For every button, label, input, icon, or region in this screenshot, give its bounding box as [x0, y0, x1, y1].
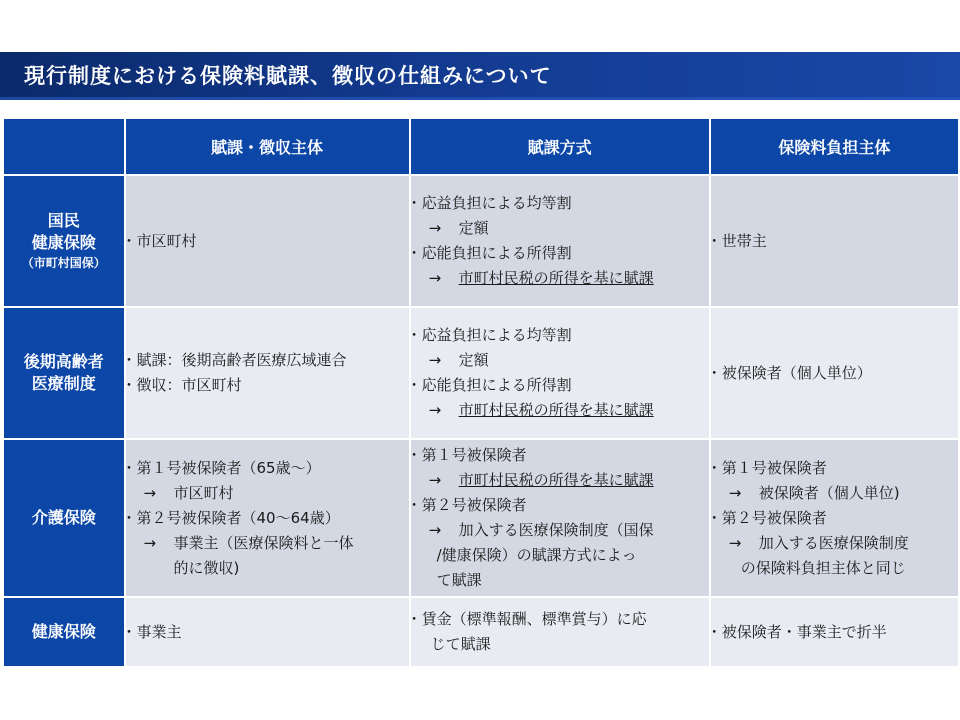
table-row-long-term-care: [3, 439, 959, 597]
arrow-item: [411, 398, 709, 423]
arrow-icon: →: [728, 483, 742, 502]
list-item: ・ 応益負担による均等割: [411, 323, 709, 348]
arrow-item-text: 市町村民税の所得を基に賦課: [458, 269, 654, 287]
payer-cell: [710, 307, 959, 439]
title-accent-line: [0, 97, 960, 100]
arrow-item: [711, 481, 958, 506]
row-header-line: 健康保険: [31, 622, 96, 641]
list-item: ・ 賦課：後期高齢者医療広域連合: [126, 348, 409, 373]
arrow-icon: →: [428, 471, 442, 489]
arrow-item: [411, 348, 709, 373]
list-item: ・ 賃金（標準報酬、標準賞与）に応: [411, 607, 709, 632]
arrow-item-continuation: て賦課: [436, 571, 482, 589]
list-item: ・ 徴収：市区町村: [126, 373, 409, 398]
arrow-item-continuation: /健康保険）の賦課方式によっ: [436, 546, 637, 564]
table-header-row: [3, 118, 959, 175]
payer-cell: [710, 597, 959, 667]
row-header-line: 後期高齢者: [23, 352, 104, 371]
list-item: ・ 第２号被保険者: [411, 493, 709, 518]
page-title: 現行制度における保険料賦課、徴収の仕組みについて: [24, 64, 552, 88]
row-header-line: 介護保険: [31, 508, 96, 527]
arrow-item: [126, 481, 409, 506]
list-item: ・ 第１号被保険者: [411, 443, 709, 468]
arrow-icon: →: [143, 533, 157, 552]
list-item: ・ 第２号被保険者（40～64歳）: [126, 506, 409, 531]
row-header-line: 医療制度: [31, 374, 96, 393]
method-cell: [410, 439, 710, 597]
list-item: ・ 第１号被保険者（65歳～）: [126, 456, 409, 481]
insurance-comparison-table: [2, 117, 960, 668]
list-item-continuation: じて賦課: [430, 635, 491, 653]
row-header-late-elderly: [3, 307, 125, 439]
table-corner-cell: [3, 118, 125, 175]
list-item: ・ 被保険者（個人単位）: [711, 361, 958, 386]
arrow-icon: →: [728, 533, 742, 552]
method-cell: [410, 175, 710, 307]
arrow-icon: →: [428, 351, 442, 369]
method-cell: [410, 307, 710, 439]
arrow-icon: →: [428, 219, 442, 237]
arrow-item: [711, 531, 958, 556]
list-item: ・ 世帯主: [711, 229, 958, 254]
list-item: ・ 応能負担による所得割: [411, 373, 709, 398]
list-item: ・ 応益負担による均等割: [411, 191, 709, 216]
row-header-line: 国民: [47, 211, 80, 230]
arrow-item: [411, 266, 709, 291]
list-item: ・ 事業主: [126, 620, 409, 645]
arrow-item-text: 被保険者（個人単位): [758, 483, 900, 502]
list-item: ・ 被保険者・事業主で折半: [711, 620, 958, 645]
arrow-icon: →: [428, 401, 442, 419]
list-item: ・ 市区町村: [126, 229, 409, 254]
arrow-item: [411, 468, 709, 493]
row-header-long-term-care: [3, 439, 125, 597]
method-cell: [410, 597, 710, 667]
arrow-icon: →: [428, 521, 442, 539]
row-header-note: （市町村国保）: [21, 256, 106, 270]
row-header-national-health: [3, 175, 125, 307]
arrow-item-text: 市町村民税の所得を基に賦課: [458, 471, 654, 489]
collector-cell: [125, 307, 410, 439]
collector-cell: [125, 439, 410, 597]
arrow-icon: →: [428, 269, 442, 287]
column-header-payer: 保険料負担主体: [710, 118, 959, 175]
arrow-item-text: 定額: [458, 351, 489, 369]
row-header-health-insurance: [3, 597, 125, 667]
arrow-item: [126, 531, 409, 556]
arrow-item-text: 事業主（医療保険料と一体: [173, 533, 354, 552]
arrow-item-text: 定額: [458, 219, 489, 237]
table-row-national-health: [3, 175, 959, 307]
column-header-method: 賦課方式: [410, 118, 710, 175]
arrow-item-text: 加入する医療保険制度（国保: [458, 521, 654, 539]
list-item: ・ 第２号被保険者: [711, 506, 958, 531]
title-bar: [0, 52, 960, 100]
arrow-item-text: 加入する医療保険制度: [758, 533, 909, 552]
arrow-item-text: 市町村民税の所得を基に賦課: [458, 401, 654, 419]
collector-cell: [125, 175, 410, 307]
table-row-health-insurance: [3, 597, 959, 667]
arrow-item: [411, 216, 709, 241]
arrow-item-continuation: の保険料負担主体と同じ: [740, 558, 906, 577]
list-item: ・ 第１号被保険者: [711, 456, 958, 481]
arrow-item: [411, 518, 709, 543]
collector-cell: [125, 597, 410, 667]
table-row-late-elderly: [3, 307, 959, 439]
arrow-icon: →: [143, 483, 157, 502]
payer-cell: [710, 175, 959, 307]
row-header-line: 健康保険: [31, 233, 96, 252]
column-header-collector: 賦課・徴収主体: [125, 118, 410, 175]
arrow-item-text: 市区町村: [173, 483, 234, 502]
list-item: ・ 応能負担による所得割: [411, 241, 709, 266]
payer-cell: [710, 439, 959, 597]
arrow-item-continuation: 的に徴収): [173, 558, 240, 577]
